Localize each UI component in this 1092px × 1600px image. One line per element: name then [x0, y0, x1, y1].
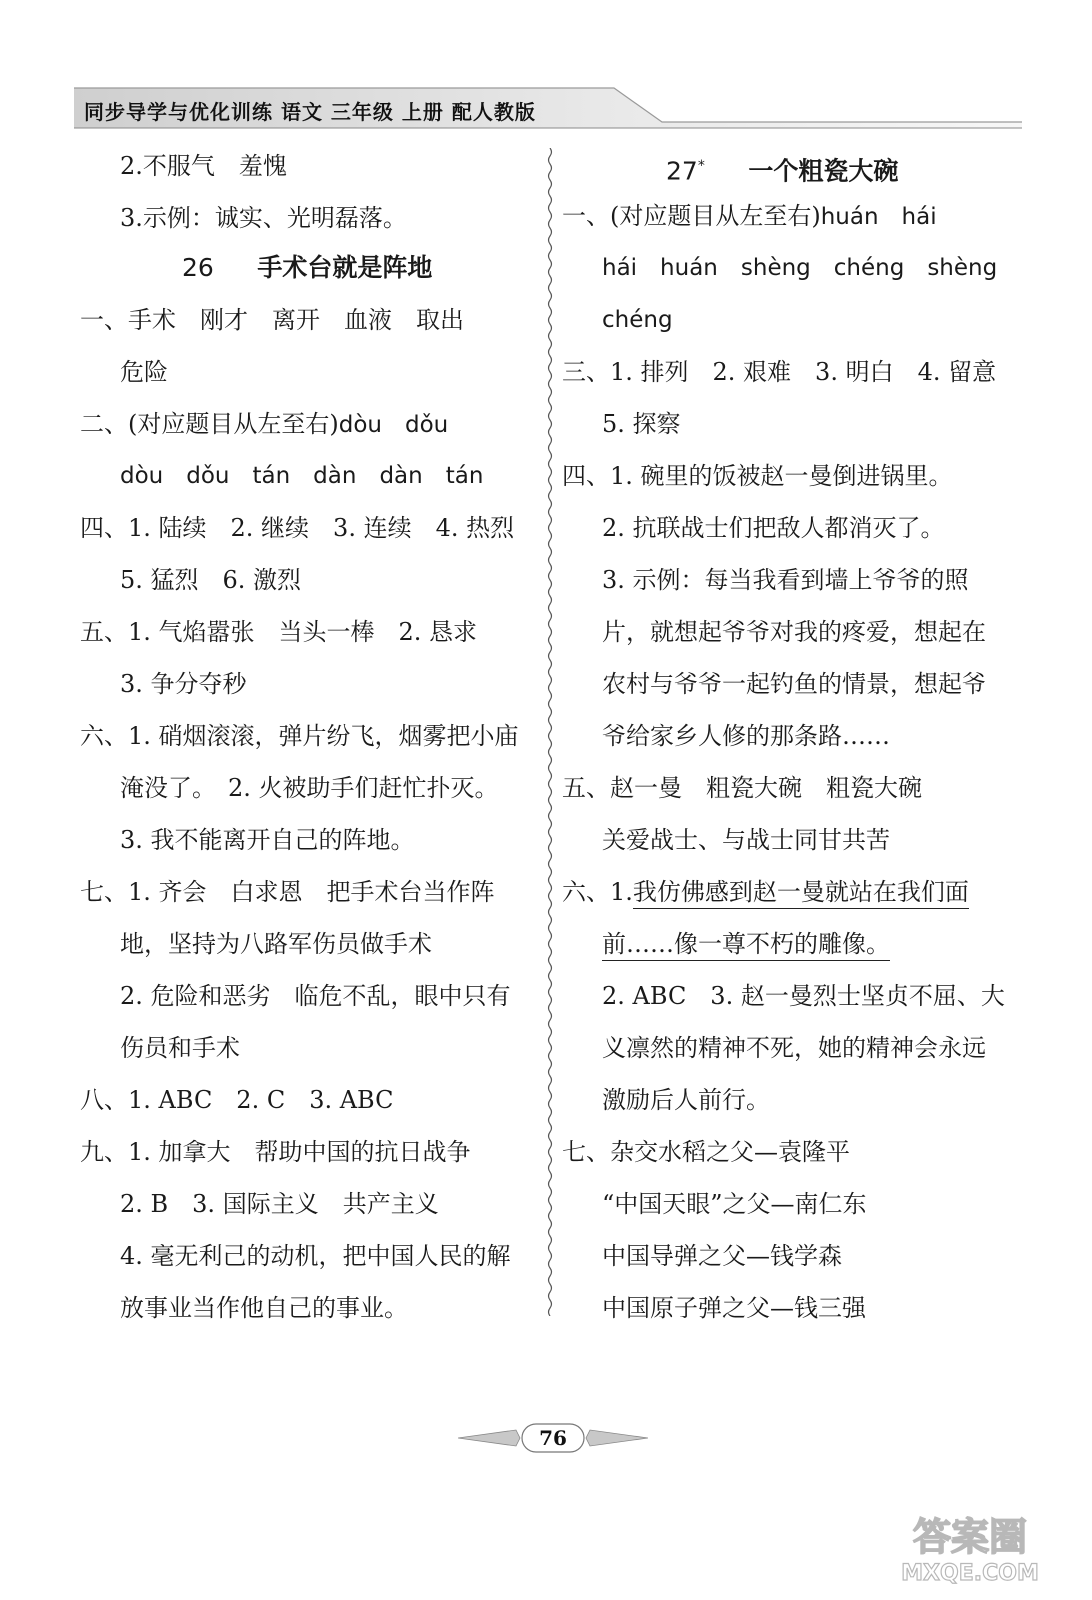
answer-line: 激励后人前行。 — [602, 1086, 770, 1114]
answer-line: 3.示例：诚实、光明磊落。 — [120, 204, 407, 232]
page-header — [74, 84, 1022, 130]
answer-line: 八、1. ABC 2. C 3. ABC — [80, 1086, 394, 1114]
answer-line: 淹没了。 2. 火被助手们赶忙扑灭。 — [120, 774, 499, 802]
underlined-answer: 前……像一尊不朽的雕像。 — [602, 930, 890, 961]
lesson-27-heading — [666, 140, 898, 192]
answer-line — [562, 190, 937, 242]
svg-text:答案圈: 答案圈 — [912, 1515, 1028, 1559]
optional-star: * — [697, 158, 705, 174]
answer-line — [602, 918, 890, 970]
pinyin-text: huán hái — [820, 204, 937, 230]
answer-line: 2. B 3. 国际主义 共产主义 — [120, 1190, 439, 1218]
answer-line: 五、1. 气焰嚣张 当头一棒 2. 恳求 — [80, 618, 478, 646]
answer-line: 3. 示例：每当我看到墙上爷爷的照 — [602, 566, 969, 594]
pinyin-text: dòu dǒu tán dàn dàn tán — [120, 463, 484, 489]
lesson-title: 一个粗瓷大碗 — [748, 156, 899, 186]
answer-line: 3. 争分夺秒 — [120, 670, 247, 698]
answer-line: 危险 — [120, 358, 168, 386]
answer-line: 片，就想起爷爷对我的疼爱，想起在 — [602, 618, 986, 646]
answer-label: 一、(对应题目从左至右) — [562, 202, 821, 230]
answer-line: 义凛然的精神不死，她的精神会永远 — [602, 1034, 986, 1062]
pinyin-text: dòu dǒu — [338, 412, 449, 438]
lesson-title: 手术台就是阵地 — [257, 253, 433, 282]
answer-line: 农村与爷爷一起钓鱼的情景，想起爷 — [602, 670, 986, 698]
answer-line: 七、1. 齐会 白求恩 把手术台当作阵 — [80, 878, 495, 906]
svg-text:MXQE.COM: MXQE.COM — [901, 1561, 1039, 1586]
answer-line: 四、1. 碗里的饭被赵一曼倒进锅里。 — [562, 462, 953, 490]
lesson-26-heading — [182, 242, 432, 294]
page-footer — [458, 1418, 648, 1458]
answer-line: 5. 猛烈 6. 激烈 — [120, 566, 302, 594]
answer-line: 九、1. 加拿大 帮助中国的抗日战争 — [80, 1138, 471, 1166]
answer-line: “中国天眼”之父—南仁东 — [602, 1190, 867, 1218]
answer-line: 2. 抗联战士们把敌人都消灭了。 — [602, 514, 945, 542]
underlined-answer: 我仿佛感到赵一曼就站在我们面 — [633, 878, 969, 909]
answer-line: 2.不服气 羞愧 — [120, 152, 287, 180]
answer-label: 二、(对应题目从左至右) — [80, 410, 339, 438]
answer-line: 七、杂交水稻之父—袁隆平 — [562, 1138, 850, 1166]
lesson-number: 27 — [666, 156, 698, 186]
header-title: 同步导学与优化训练 语文 三年级 上册 配人教版 — [84, 100, 536, 124]
page-number: 76 — [539, 1426, 567, 1450]
answer-line: 一、手术 刚才 离开 血液 取出 — [80, 306, 464, 334]
answer-line: 六、1. 硝烟滚滚，弹片纷飞，烟雾把小庙 — [80, 722, 519, 750]
answer-line: 关爱战士、与战士同甘共苦 — [602, 826, 890, 854]
answer-label: 六、1. — [562, 878, 633, 906]
watermark-logo — [870, 1506, 1070, 1586]
lesson-number: 26 — [182, 253, 214, 282]
answer-line: 伤员和手术 — [120, 1034, 240, 1062]
answer-line: 2. 危险和恶劣 临危不乱，眼中只有 — [120, 982, 511, 1010]
answer-line: 2. ABC 3. 赵一曼烈士坚贞不屈、大 — [602, 982, 1005, 1010]
answer-line: 四、1. 陆续 2. 继续 3. 连续 4. 热烈 — [80, 514, 515, 542]
column-divider — [546, 148, 554, 1316]
answer-line: 4. 毫无利己的动机，把中国人民的解 — [120, 1242, 511, 1270]
answer-line: 五、赵一曼 粗瓷大碗 粗瓷大碗 — [562, 774, 922, 802]
answer-line: 中国原子弹之父—钱三强 — [602, 1294, 866, 1322]
answer-line: 5. 探察 — [602, 410, 681, 438]
pinyin-text: hái huán shèng chéng shèng — [602, 255, 998, 281]
pinyin-text: chéng — [602, 307, 673, 333]
answer-line: 爷给家乡人修的那条路…… — [602, 722, 890, 750]
answer-line: 地，坚持为八路军伤员做手术 — [120, 930, 432, 958]
answer-line — [562, 866, 969, 918]
answer-line: 放事业当作他自己的事业。 — [120, 1294, 408, 1322]
answer-line — [80, 398, 448, 450]
answer-line: 3. 我不能离开自己的阵地。 — [120, 826, 415, 854]
answer-line: 三、1. 排列 2. 艰难 3. 明白 4. 留意 — [562, 358, 997, 386]
answer-line: 中国导弹之父—钱学森 — [602, 1242, 842, 1270]
